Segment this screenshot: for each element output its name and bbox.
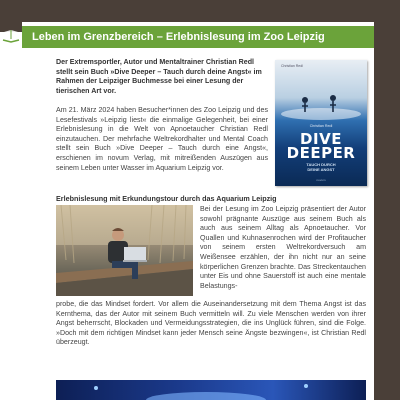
article-paragraph-2: Bei der Lesung im Zoo Leipzig präsentiert der Autor sowohl prägnante Auszüge aus seinem Buch als auch aus seinem Alltag als Apnoetaucher. Vor Quallen und Kuhnasenrochen wird der Profitaucher von seinem ersten Weltrekordversuch am Weißensee erzählen, der ihn nicht nur an seine körperlichen Grenzen brachte. Das Streckentauchen unter Eis und ohne Sauerstoff ist auch eine mentale Belastungs- — [200, 205, 366, 290]
book-title — [275, 132, 367, 160]
book-subtitle — [275, 163, 367, 172]
book-subtitle-line-2: DEINE ANGST — [307, 166, 335, 172]
section-title-banner — [22, 26, 374, 48]
article-paragraph-1: Am 21. März 2024 haben Besucher*innen des Zoo Leipzig und des Lesefestivals »Leipzig liest« die einmalige Gelegenheit, bei einer Erlebnislesung in die Welt von Apnoetaucher Christian Redl einzutauchen. Der mehrfache Weltrekordhalter und Mental Coach stellt sein Buch »Dive Deeper – Tauch durch eine Angst«, erschienen im novum Verlag, mit mitreißenden Auszügen aus seinem Leben unter Wasser im Aquarium Leipzig vor. — [56, 106, 268, 172]
article-subheading: Erlebnislesung mit Erkundungstour durch das Aquarium Leipzig — [56, 194, 277, 203]
top-frame — [0, 0, 400, 22]
book-subtitle-line-1: TAUCH DURCH — [306, 162, 336, 167]
author-photo — [56, 205, 193, 296]
right-frame — [374, 0, 400, 400]
book-cover — [275, 60, 367, 186]
book-icon — [2, 28, 20, 44]
book-top-text: Christian Redl — [281, 64, 303, 68]
page-title: Leben im Grenzbereich – Erlebnislesung im Zoo Leipzig — [32, 31, 325, 43]
book-publisher: novum — [316, 178, 326, 182]
aquarium-lights — [56, 380, 366, 400]
book-author: Christian Redl — [309, 124, 333, 128]
article-paragraph-3: probe, die das Mindset fordert. Vor allem die Auseinandersetzung mit dem Thema Angst ist das Kernthema, das der Autor mit seinem Buch vermitteln will. Zu viele Menschen werden von ihrer Angst beherrscht, Blockaden und Vermeidungsstrategien, die ins Unglück führen, sind die Folge. »Doch mit dem richtigen Mindset kann jeder Mensch seine Ängste bezwingen«, ist Christian Redl überzeugt. — [56, 300, 366, 347]
diver-illustration — [275, 60, 367, 122]
aquarium-photo-strip — [56, 380, 366, 400]
article-intro: Der Extremsportler, Autor und Mentaltrainer Christian Redl stellt sein Buch »Dive Deeper – Tauch durch deine Angst« im Rahmen der Leipziger Buchmesse bei einer Lesung der tierischen Art vor. — [56, 58, 262, 95]
book-title-line-2: DEEPER — [286, 144, 356, 162]
book-title-line-1: DIVE — [300, 130, 342, 148]
author-photo-illustration — [56, 205, 193, 296]
